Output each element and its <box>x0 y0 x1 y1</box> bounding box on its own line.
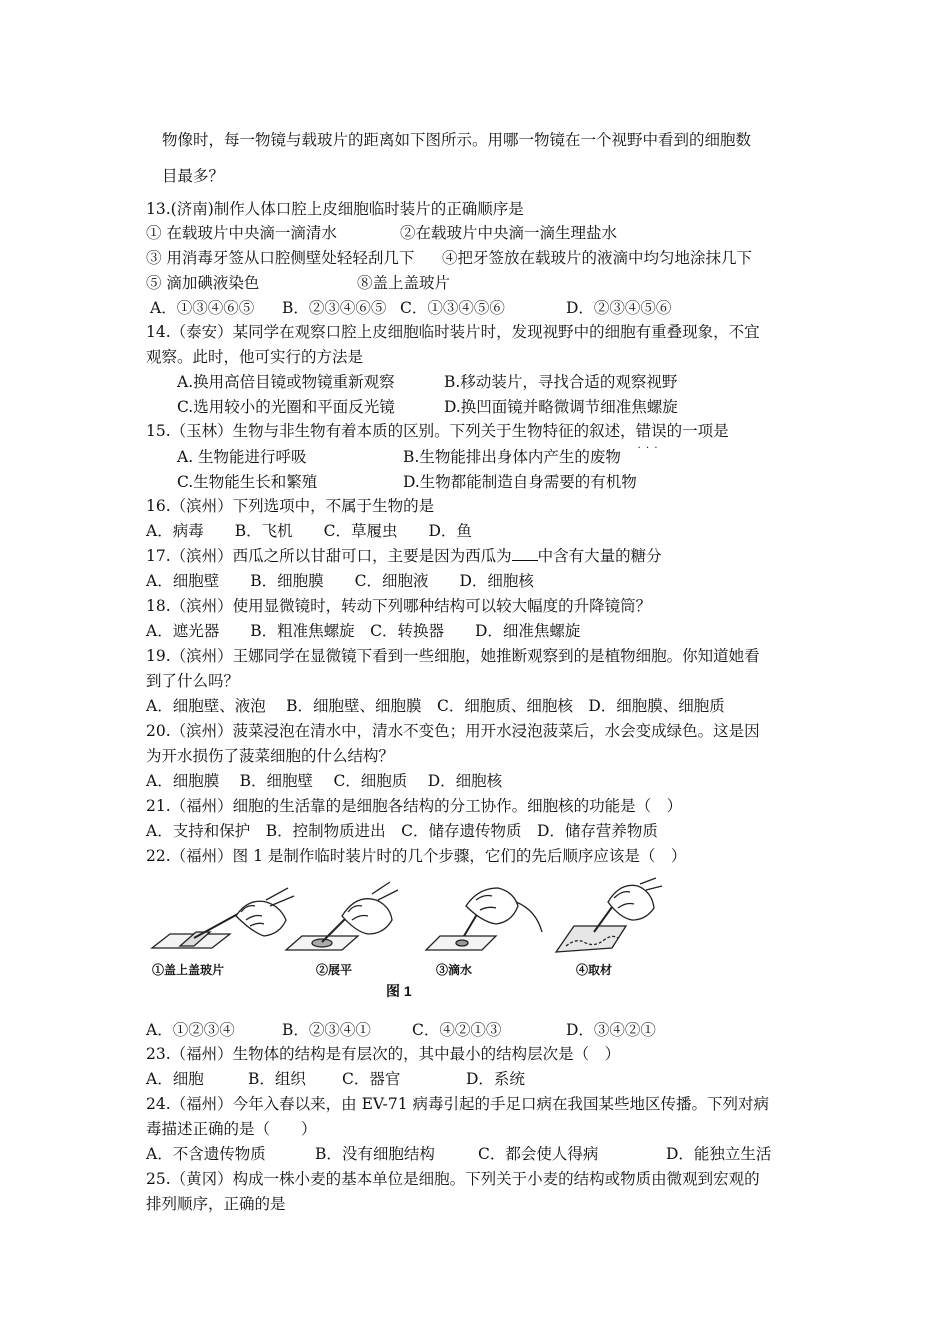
q14-option-c: C.选用较小的光圈和平面反光镜 <box>177 398 395 416</box>
q19-options: A．细胞壁、液泡 B．细胞壁、细胞膜 C．细胞质、细胞核 D．细胞膜、细胞质 <box>146 697 725 715</box>
q12-text-line1: 物像时，每一物镜与载玻片的距离如下图所示。用哪一物镜在一个视野中看到的细胞数 <box>162 131 752 149</box>
q13-step-3: ③ 用消毒牙签从口腔侧壁处轻轻刮几下 <box>146 249 415 267</box>
caption-step4: ④取材 <box>576 963 613 977</box>
q21-stem: 21.（福州）细胞的生活靠的是细胞各结构的分工协作。细胞核的功能是（ ） <box>146 797 683 815</box>
q22-option-c: C．④②①③ <box>412 1021 502 1039</box>
q25-stem-line1: 25.（黄冈）构成一株小麦的基本单位是细胞。下列关于小麦的结构或物质由微观到宏观的 <box>146 1170 760 1188</box>
q22-option-d: D．③④②① <box>566 1021 656 1039</box>
q18-stem: 18.（滨州）使用显微镜时，转动下列哪种结构可以较大幅度的升降镜筒？ <box>146 597 652 615</box>
q18-options: A．遮光器 B．粗准焦螺旋 C．转换器 D．细准焦螺旋 <box>146 622 581 640</box>
q22-option-a: A．①②③④ <box>146 1021 235 1039</box>
q12-text-line2: 目最多？ <box>162 167 225 185</box>
q22-stem: 22.（福州）图 1 是制作临时装片时的几个步骤，它们的先后顺序应该是（ ） <box>146 847 687 865</box>
q16-options: A．病毒 B．飞机 C．草履虫 D．鱼 <box>146 522 472 540</box>
q23-option-d: D．系统 <box>466 1070 525 1088</box>
q17-stem <box>146 546 662 566</box>
q17-options: A．细胞壁 B．细胞膜 C．细胞液 D．细胞核 <box>146 572 534 590</box>
q22-option-b: B．②③④① <box>282 1021 371 1039</box>
q15-option-d: D.生物都能制造自身需要的有机物 <box>403 473 637 491</box>
q23-stem: 23.（福州）生物体的结构是有层次的，其中最小的结构层次是（ ） <box>146 1045 621 1063</box>
q15-stem-post: 的一项是 <box>666 422 729 440</box>
q20-options: A．细胞膜 B．细胞壁 C．细胞质 D．细胞核 <box>146 772 503 790</box>
q25-stem-line2: 排列顺序，正确的是 <box>146 1195 286 1213</box>
q22-figure <box>146 876 666 1006</box>
q13-option-d: D．②③④⑤⑥ <box>566 299 672 317</box>
q24-option-b: B．没有细胞结构 <box>315 1145 435 1163</box>
q14-stem-line2: 观察。此时，他可实行的方法是 <box>146 348 364 366</box>
q24-option-a: A．不含遗传物质 <box>146 1145 266 1163</box>
q17-stem-post: 中含有大量的糖分 <box>537 547 662 565</box>
q15-stem-pre: 15.（玉林）生物与非生物有着本质的区别。下列关于生物特征的叙述， <box>146 422 636 440</box>
q13-step-2: ②在载玻片中央滴一滴生理盐水 <box>400 224 618 242</box>
q14-option-b: B.移动装片，寻找合适的观察视野 <box>444 373 678 391</box>
q21-options: A．支持和保护 B．控制物质进出 C．储存遗传物质 D．储存营养物质 <box>146 822 658 840</box>
q15-option-b: B.生物能排出身体内产生的废物 <box>403 448 621 466</box>
q15-option-c: C.生物能生长和繁殖 <box>177 473 318 491</box>
step2-spread-drawing <box>286 882 398 950</box>
q13-option-a: A．①③④⑥⑤ <box>150 299 255 317</box>
caption-step2: ②展平 <box>316 963 353 977</box>
q24-option-d: D．能独立生活 <box>666 1145 772 1163</box>
q19-stem-line2: 到了什么吗？ <box>146 672 240 690</box>
q14-option-a: A.换用高倍目镜或物镜重新观察 <box>177 373 395 391</box>
q15-stem-emphasis: 错误 · · · <box>636 422 667 440</box>
q14-option-d: D.换凹面镜并略微调节细准焦螺旋 <box>444 398 678 416</box>
q14-stem-line1: 14.（泰安）某同学在观察口腔上皮细胞临时装片时，发现视野中的细胞有重叠现象，不宜 <box>146 323 760 341</box>
q15-option-a: A. 生物能进行呼吸 <box>177 448 307 466</box>
q13-step-5: ⑤ 滴加碘液染色 <box>146 274 260 292</box>
q13-option-c: C．①③④⑤⑥ <box>400 299 505 317</box>
step4-take-material-drawing <box>556 878 662 952</box>
q20-stem-line1: 20.（滨州）菠菜浸泡在清水中，清水不变色；用开水浸泡菠菜后，水会变成绿色。这是因 <box>146 722 760 740</box>
caption-step1: ①盖上盖玻片 <box>152 963 225 977</box>
q16-stem: 16.（滨州）下列选项中，不属于生物的是 <box>146 497 435 515</box>
step1-cover-glass-drawing <box>152 888 294 948</box>
q13-stem: 13.(济南)制作人体口腔上皮细胞临时装片的正确顺序是 <box>146 200 524 218</box>
q20-stem-line2: 为开水损伤了菠菜细胞的什么结构？ <box>146 747 395 765</box>
slide-steps-illustration <box>146 876 666 1006</box>
caption-step3: ③滴水 <box>436 963 473 977</box>
q17-answer-blank <box>512 546 538 561</box>
q15-stem <box>146 421 729 441</box>
q19-stem-line1: 19.（滨州）王娜同学在显微镜下看到一些细胞，她推断观察到的是植物细胞。你知道她看 <box>146 647 760 665</box>
figure-label: 图 1 <box>386 983 412 999</box>
q24-stem-line2: 毒描述正确的是（ ） <box>146 1120 317 1138</box>
q13-step-6: ⑧盖上盖玻片 <box>357 274 451 292</box>
q24-stem-line1: 24.（福州）今年入春以来，由 EV-71 病毒引起的手足口病在我国某些地区传播。下列对病 <box>146 1095 770 1113</box>
q17-stem-pre: 17.（滨州）西瓜之所以甘甜可口，主要是因为西瓜为 <box>146 547 512 565</box>
q13-option-b: B．②③④⑥⑤ <box>282 299 387 317</box>
step3-drop-water-drawing <box>426 888 542 950</box>
q24-option-c: C．都会使人得病 <box>478 1145 599 1163</box>
q13-step-1: ① 在载玻片中央滴一滴清水 <box>146 224 337 242</box>
q13-step-4: ④把牙签放在载玻片的液滴中均匀地涂抹几下 <box>442 249 753 267</box>
q23-option-b: B．组织 <box>248 1070 306 1088</box>
q23-option-a: A．细胞 <box>146 1070 204 1088</box>
q23-option-c: C．器官 <box>342 1070 401 1088</box>
